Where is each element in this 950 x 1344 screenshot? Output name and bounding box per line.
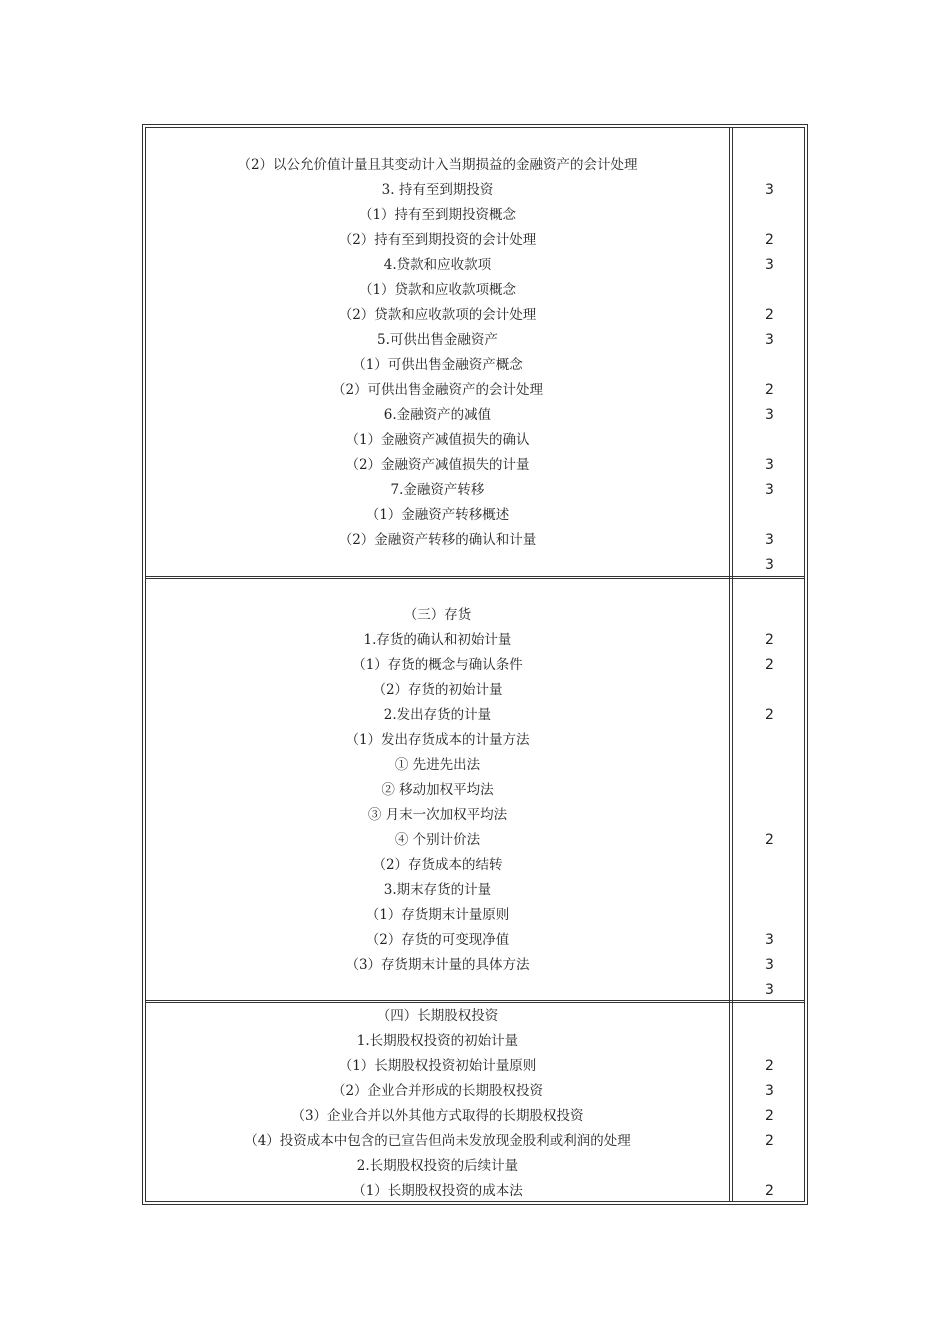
table-row <box>146 878 808 903</box>
table-row <box>146 778 808 803</box>
table-row <box>146 178 808 203</box>
table-row <box>146 653 808 678</box>
topic-label: （2）金融资产转移的确认和计量 <box>338 532 537 548</box>
table-row <box>146 378 808 403</box>
hours-value: 2 <box>765 307 774 323</box>
table-row <box>146 803 808 828</box>
topic-label: 2.长期股权投资的后续计量 <box>356 1158 519 1174</box>
topic-label: 1.长期股权投资的初始计量 <box>356 1033 519 1049</box>
table-row <box>146 978 808 1003</box>
topic-label: ① 先进先出法 <box>394 757 481 773</box>
table-row <box>146 953 808 978</box>
topic-label: （2）存货的可变现净值 <box>365 932 510 948</box>
hours-value: 3 <box>765 982 774 998</box>
hours-value: 3 <box>765 957 774 973</box>
topic-label: （1）持有至到期投资概念 <box>358 207 517 223</box>
table-row <box>146 478 808 503</box>
hours-value: 3 <box>765 482 774 498</box>
hours-value: 2 <box>765 1058 774 1074</box>
table-row <box>146 728 808 753</box>
topic-label: 6.金融资产的减值 <box>383 407 492 423</box>
table-row <box>146 528 808 553</box>
table-row <box>146 153 808 178</box>
topic-label: （1）长期股权投资初始计量原则 <box>338 1058 537 1074</box>
table-row <box>146 928 808 953</box>
topic-label: 2.发出存货的计量 <box>383 707 492 723</box>
topic-label: （2）以公允价值计量且其变动计入当期损益的金融资产的会计处理 <box>237 157 638 173</box>
topic-label: ② 移动加权平均法 <box>381 782 494 798</box>
topic-label: 3. 持有至到期投资 <box>381 182 494 198</box>
table-row <box>146 553 808 578</box>
topic-label: （1）金融资产减值损失的确认 <box>345 432 530 448</box>
topic-label: （2）企业合并形成的长期股权投资 <box>331 1083 544 1099</box>
hours-value: 2 <box>765 1133 774 1149</box>
topic-label: （1）发出存货成本的计量方法 <box>345 732 530 748</box>
hours-value: 3 <box>765 457 774 473</box>
table-row <box>146 403 808 428</box>
table-row <box>146 453 808 478</box>
topic-label: 1.存货的确认和初始计量 <box>363 632 512 648</box>
topic-label: 4.贷款和应收款项 <box>383 257 492 273</box>
hours-value: 3 <box>765 332 774 348</box>
table-row <box>146 1004 808 1029</box>
table-row <box>146 1029 808 1054</box>
table-row <box>146 328 808 353</box>
hours-value: 2 <box>765 232 774 248</box>
topic-label: （1）存货的概念与确认条件 <box>352 657 523 673</box>
topic-label: （1）金融资产转移概述 <box>365 507 510 523</box>
topic-label: 7.金融资产转移 <box>390 482 485 498</box>
table-row <box>146 1079 808 1104</box>
topic-label: （2）可供出售金融资产的会计处理 <box>331 382 544 398</box>
topic-label: （1）存货期末计量原则 <box>365 907 510 923</box>
table-row <box>146 203 808 228</box>
topic-label: （1）可供出售金融资产概念 <box>352 357 523 373</box>
table-row <box>146 353 808 378</box>
table-row <box>146 1129 808 1154</box>
table-row <box>146 228 808 253</box>
hours-value: 3 <box>765 182 774 198</box>
hours-value: 2 <box>765 707 774 723</box>
topic-label: （1）长期股权投资的成本法 <box>352 1183 523 1199</box>
topic-label: （1）贷款和应收款项概念 <box>358 282 517 298</box>
topic-label: （四）长期股权投资 <box>376 1008 499 1024</box>
topic-label: ③ 月末一次加权平均法 <box>367 807 508 823</box>
table-row <box>146 253 808 278</box>
table-row <box>146 628 808 653</box>
table-row <box>146 753 808 778</box>
table-row <box>146 828 808 853</box>
topic-label: （2）金融资产减值损失的计量 <box>345 457 530 473</box>
topic-label: 5.可供出售金融资产 <box>377 332 498 348</box>
table-row <box>146 503 808 528</box>
hours-value: 2 <box>765 1183 774 1199</box>
table-row <box>146 1179 808 1204</box>
topic-label: （三）存货 <box>403 607 472 623</box>
table-row <box>146 853 808 878</box>
table-row <box>146 678 808 703</box>
hours-value: 3 <box>765 557 774 573</box>
topic-label: （3）企业合并以外其他方式取得的长期股权投资 <box>291 1108 584 1124</box>
hours-value: 3 <box>765 932 774 948</box>
hours-value: 2 <box>765 382 774 398</box>
table-row <box>146 303 808 328</box>
table-row <box>146 703 808 728</box>
topic-label: 3.期末存货的计量 <box>383 882 492 898</box>
hours-value: 3 <box>765 532 774 548</box>
topic-label: （2）存货成本的结转 <box>372 857 503 873</box>
table-row <box>146 278 808 303</box>
table-row <box>146 1104 808 1129</box>
topic-label: （2）存货的初始计量 <box>372 682 503 698</box>
table-row <box>146 1054 808 1079</box>
hours-value: 2 <box>765 632 774 648</box>
table-row <box>146 428 808 453</box>
hours-value: 2 <box>765 1108 774 1124</box>
syllabus-table <box>142 124 808 1205</box>
hours-value: 3 <box>765 407 774 423</box>
topic-label: （4）投资成本中包含的已宣告但尚未发放现金股利或利润的处理 <box>244 1133 631 1149</box>
topic-label: （2）持有至到期投资的会计处理 <box>338 232 537 248</box>
hours-value: 3 <box>765 1083 774 1099</box>
topic-label: ④ 个别计价法 <box>394 832 481 848</box>
table-inner-border <box>145 127 805 1202</box>
topic-label: （2）贷款和应收款项的会计处理 <box>338 307 537 323</box>
table-row <box>146 603 808 628</box>
hours-value: 2 <box>765 657 774 673</box>
hours-value: 3 <box>765 257 774 273</box>
topic-label: （3）存货期末计量的具体方法 <box>345 957 530 973</box>
table-row <box>146 903 808 928</box>
hours-value: 2 <box>765 832 774 848</box>
table-row <box>146 1154 808 1179</box>
